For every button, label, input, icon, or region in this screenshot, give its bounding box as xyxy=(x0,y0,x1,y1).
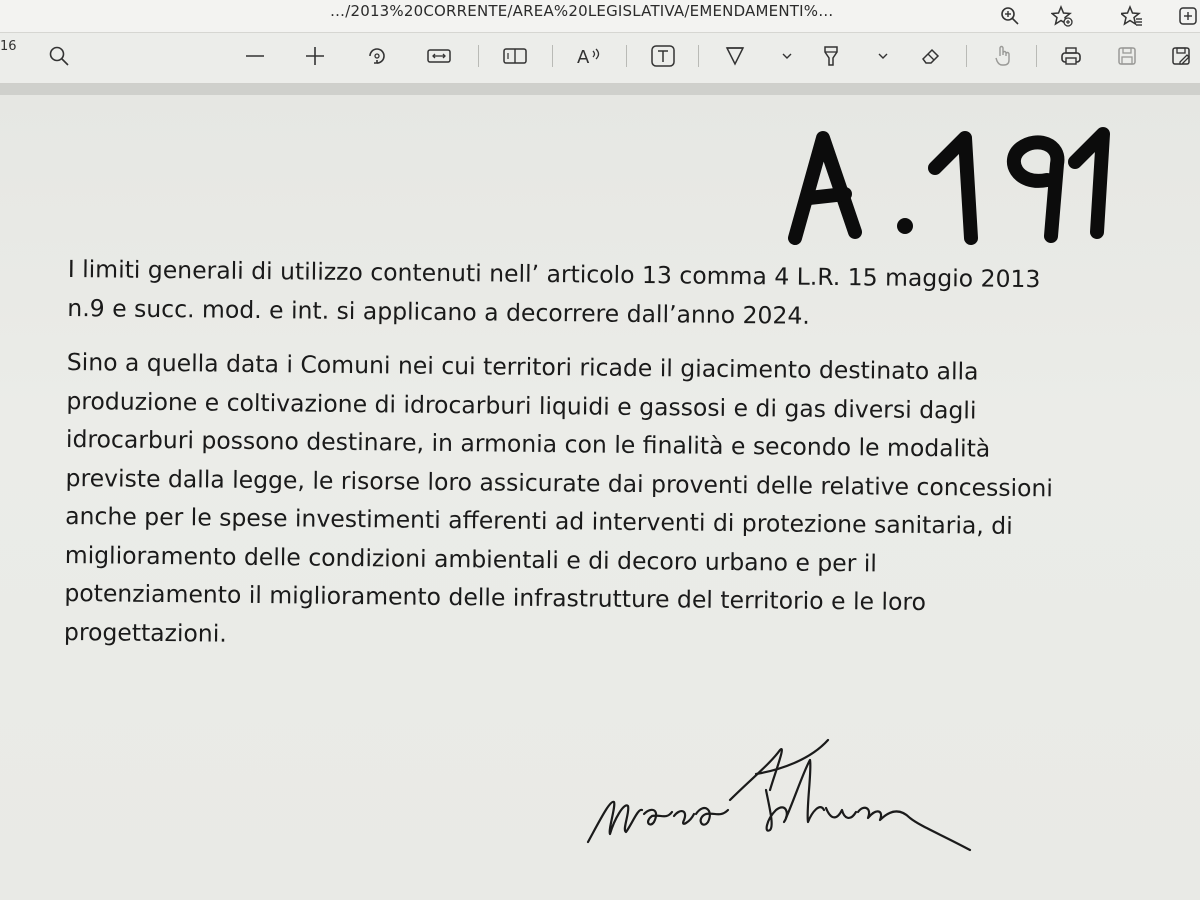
save-icon[interactable] xyxy=(1112,41,1142,71)
handwritten-stamp xyxy=(785,120,1115,254)
text-box-icon[interactable] xyxy=(648,41,678,71)
page-number: 16 xyxy=(0,39,17,54)
stamp-a191-drawing xyxy=(785,120,1115,250)
page-view-icon[interactable] xyxy=(500,41,530,71)
paragraph-1: I limiti generali di utilizzo contenuti nell’ articolo 13 comma 4 L.R. 15 maggio 2013 n.9 e succ. mod. e int. si applicano a decorrere dall’anno 2024. xyxy=(67,254,1041,330)
fit-width-icon[interactable] xyxy=(424,41,454,71)
pdf-toolbar xyxy=(0,33,1200,84)
print-icon[interactable] xyxy=(1056,41,1086,71)
url-text[interactable]: …/2013%20CORRENTE/AREA%20LEGISLATIVA/EMENDAMENTI%… xyxy=(330,2,834,20)
read-aloud-icon[interactable] xyxy=(574,41,604,71)
svg-text:A: A xyxy=(577,47,590,68)
erase-icon[interactable] xyxy=(916,41,946,71)
save-as-icon[interactable] xyxy=(1166,41,1196,71)
rotate-icon[interactable] xyxy=(362,41,392,71)
zoom-out-icon[interactable] xyxy=(240,41,270,71)
draw-icon[interactable] xyxy=(720,41,750,71)
highlight-options-chevron-icon[interactable] xyxy=(868,41,898,71)
zoom-in-icon[interactable] xyxy=(300,41,330,71)
search-icon[interactable] xyxy=(44,41,74,71)
touch-icon[interactable] xyxy=(988,41,1018,71)
draw-options-chevron-icon[interactable] xyxy=(772,41,802,71)
favorite-add-icon[interactable] xyxy=(1050,4,1074,28)
zoom-icon[interactable] xyxy=(998,4,1022,28)
document-body xyxy=(64,250,1138,678)
browser-address-bar xyxy=(0,0,1200,33)
paragraph-2: Sino a quella data i Comuni nei cui territori ricade il giacimento destinato alla produzione e coltivazione di idrocarburi liquidi e gassosi e di gas diversi dagli idrocarburi possono destinare, in armonia con le finalità e secondo le modalità previste dalla legge, le risorse loro assicurate dai proventi delle relative concessioni anche per le spese investimenti afferenti ad interventi di protezione sanitaria, di miglioramento delle condizioni ambientali e di decoro urbano e per il potenziamento il miglioramento delle infrastrutture del territorio e le loro progettazioni. xyxy=(63,347,1054,648)
handwritten-signature xyxy=(580,730,980,864)
highlight-icon[interactable] xyxy=(816,41,846,71)
new-tab-icon[interactable] xyxy=(1176,4,1200,28)
favorites-icon[interactable] xyxy=(1120,4,1144,28)
